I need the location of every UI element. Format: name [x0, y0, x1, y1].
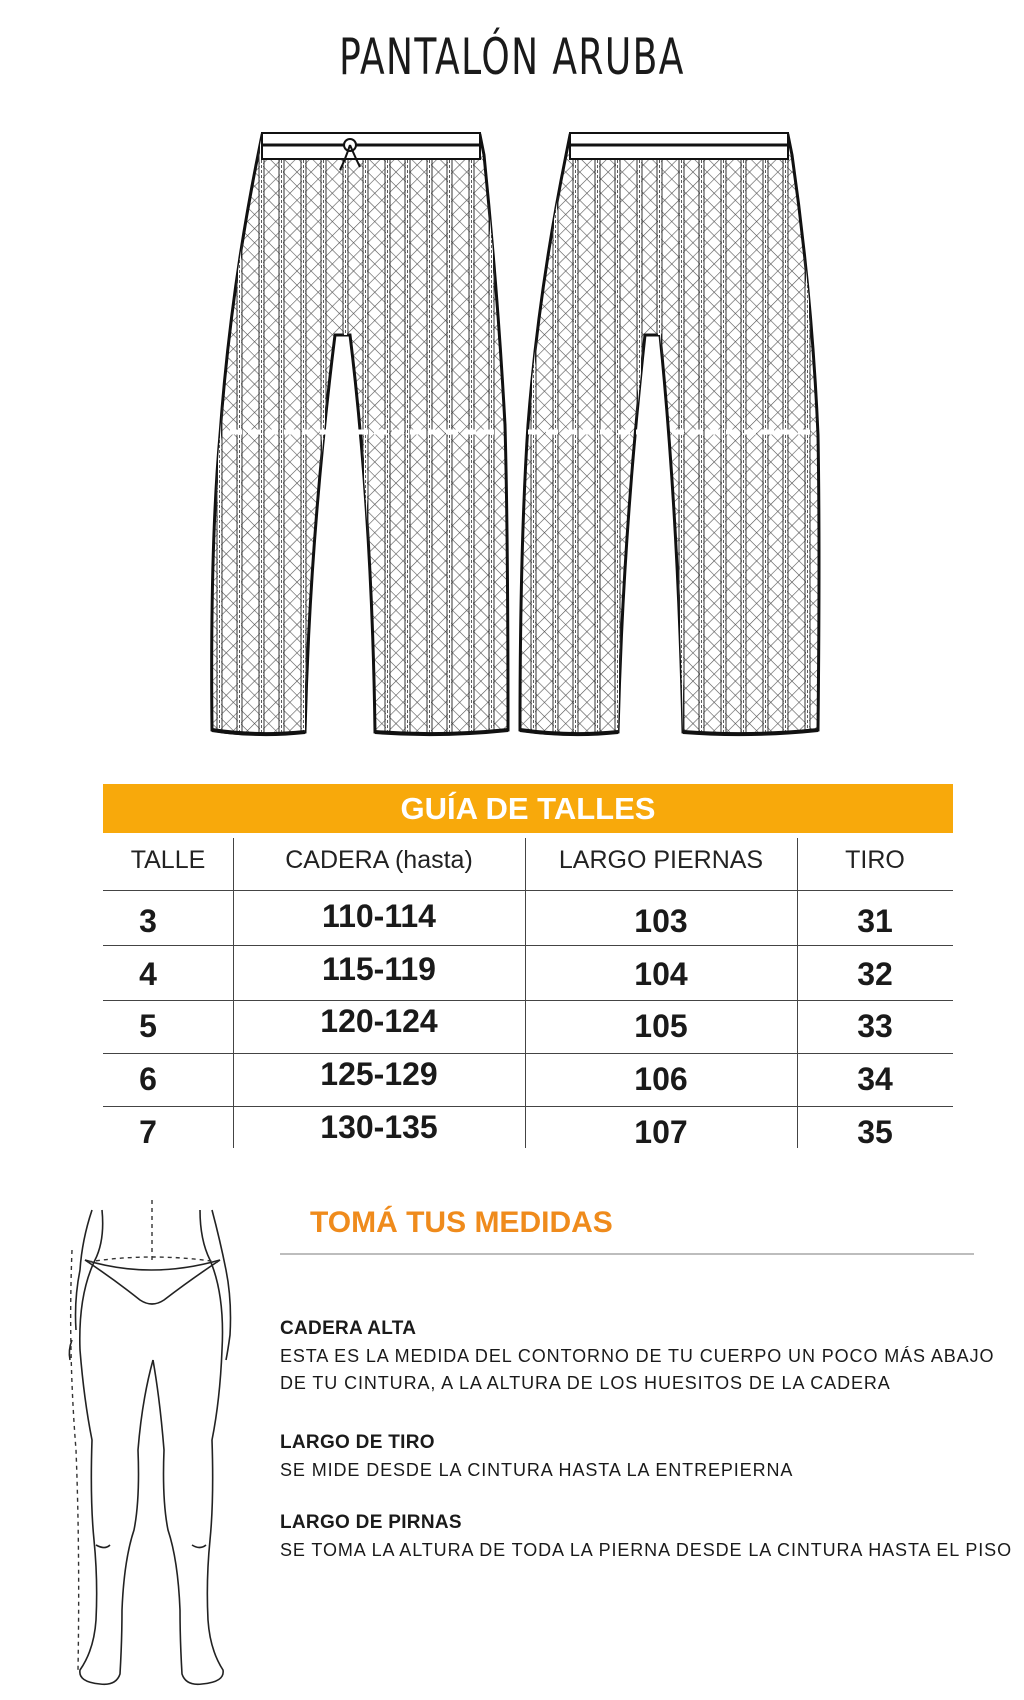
table-rule [103, 1000, 953, 1001]
cell-cadera: 125-129 [320, 1056, 438, 1092]
measure-heading: LARGO DE TIRO [280, 1432, 435, 1453]
table-divider [525, 838, 526, 1148]
cell-tiro: 32 [857, 956, 893, 992]
pants-illustration [0, 115, 1024, 755]
measure-text: ESTA ES LA MEDIDA DEL CONTORNO DE TU CUERPO UN POCO MÁS ABAJO [280, 1346, 995, 1366]
measure-heading: LARGO DE PIRNAS [280, 1512, 462, 1533]
pants-back-drawing [520, 133, 819, 734]
cell-tiro: 31 [857, 903, 893, 939]
cell-tiro: 33 [857, 1008, 893, 1044]
table-rule [103, 1106, 953, 1107]
cell-cadera: 115-119 [322, 951, 436, 987]
column-header-tiro: TIRO [845, 846, 905, 874]
cell-largo: 104 [634, 956, 688, 992]
cell-talle: 3 [139, 903, 157, 939]
cell-tiro: 34 [857, 1061, 893, 1097]
size-guide-header: GUÍA DE TALLES [103, 784, 953, 833]
cell-talle: 5 [139, 1008, 157, 1044]
cell-tiro: 35 [857, 1114, 893, 1150]
page-title: PANTALÓN ARUBA [339, 28, 685, 86]
measure-heading: CADERA ALTA [280, 1318, 417, 1339]
cell-largo: 106 [634, 1061, 688, 1097]
cell-talle: 6 [139, 1061, 157, 1097]
measures-divider [280, 1253, 974, 1255]
measure-text: SE TOMA LA ALTURA DE TODA LA PIERNA DESDE LA CINTURA HASTA EL PISO [280, 1540, 1012, 1560]
cell-talle: 4 [139, 956, 157, 992]
measure-item [280, 1432, 793, 1484]
measure-item [280, 1318, 994, 1397]
column-header-talle: TALLE [130, 846, 206, 874]
measure-text: DE TU CINTURA, A LA ALTURA DE LOS HUESITOS DE LA CADERA [280, 1373, 891, 1393]
table-rule [103, 890, 953, 891]
table-divider [797, 838, 798, 1148]
table-rule [103, 1053, 953, 1054]
cell-largo: 103 [634, 903, 688, 939]
cell-talle: 7 [139, 1114, 157, 1150]
column-header-largo: LARGO PIERNAS [558, 846, 764, 874]
column-header-cadera: CADERA (hasta) [285, 846, 473, 874]
measure-item [280, 1512, 1012, 1564]
cell-cadera: 120-124 [320, 1003, 438, 1039]
cell-cadera: 130-135 [320, 1109, 438, 1145]
cell-largo: 105 [634, 1008, 688, 1044]
cell-largo: 107 [634, 1114, 688, 1150]
table-divider [233, 838, 234, 1148]
measures-title: TOMÁ TUS MEDIDAS [310, 1206, 613, 1239]
body-figure-illustration [60, 1200, 260, 1690]
measure-text: SE MIDE DESDE LA CINTURA HASTA LA ENTREPIERNA [280, 1460, 794, 1480]
cell-cadera: 110-114 [322, 898, 436, 934]
table-rule [103, 945, 953, 946]
pants-front-drawing [212, 133, 508, 734]
